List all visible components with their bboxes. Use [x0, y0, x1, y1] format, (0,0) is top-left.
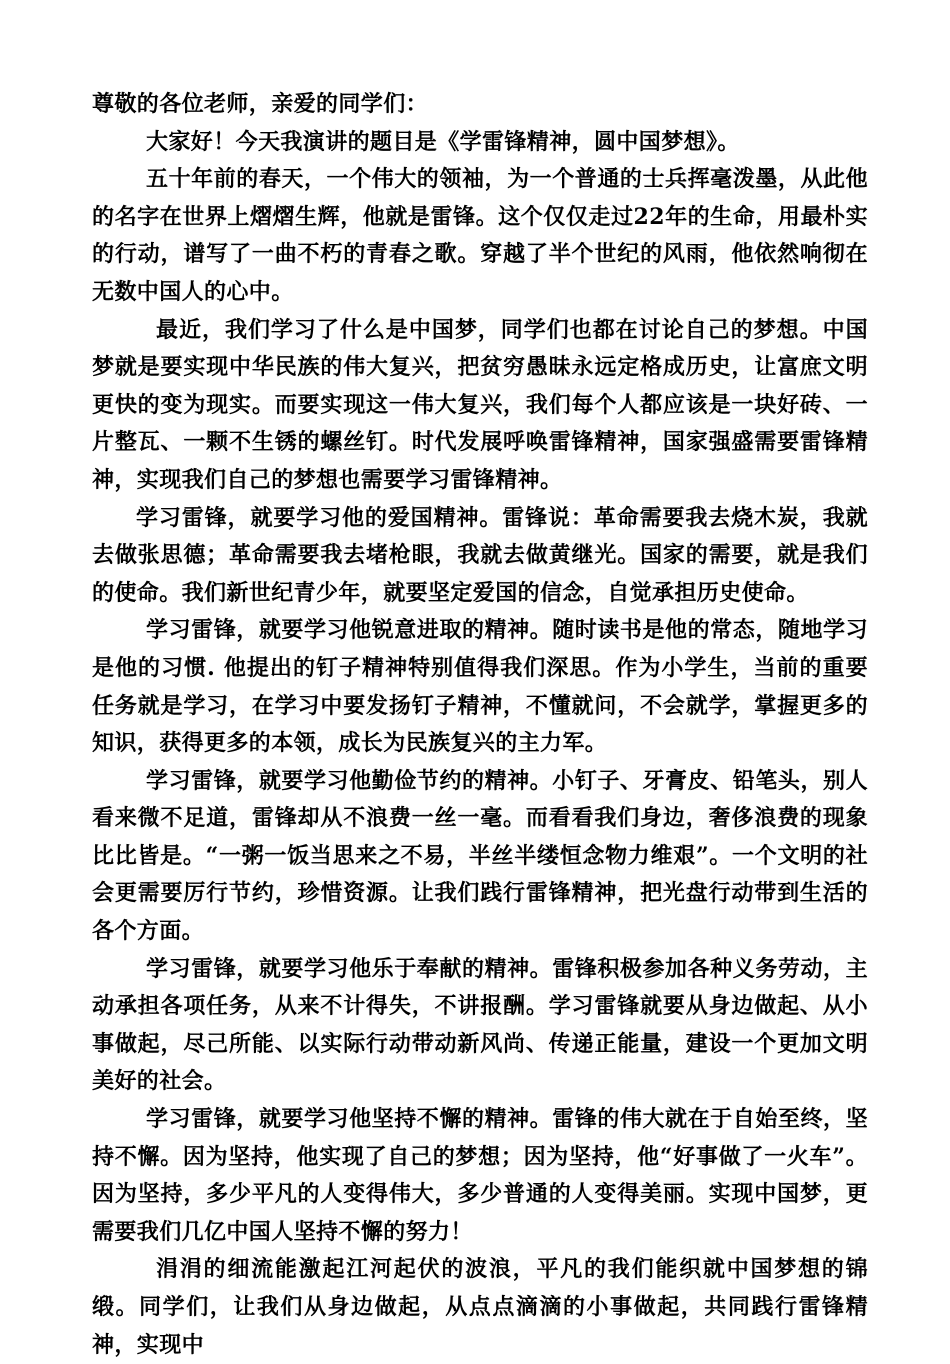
speech-text — [92, 86, 868, 1364]
paragraph-patriotism: 学习雷锋，就要学习他的爱国精神。雷锋说：革命需要我去烧木炭，我就去做张思德；革命需要我去堵枪眼，我就去做黄继光。国家的需要，就是我们的使命。我们新世纪青少年，就要坚定爱国的信念，自觉承担历史使命。 — [92, 504, 868, 606]
paragraph-greeting: 大家好！今天我演讲的题目是《学雷锋精神，圆中国梦想》。 — [146, 128, 740, 155]
paragraph-perseverance: 学习雷锋，就要学习他坚持不懈的精神。雷锋的伟大就在于自始至终，坚持不懈。因为坚持，他实现了自己的梦想；因为坚持，他“好事做了一火车”。因为坚持，多少平凡的人变得伟大，多少普通的人变得美丽。实现中国梦，更需要我们几亿中国人坚持不懈的努力！ — [92, 1106, 868, 1245]
paragraph-conclusion: 涓涓的细流能激起江河起伏的波浪，平凡的我们能织就中国梦想的锦缎。同学们，让我们从身边做起，从点点滴滴的小事做起，共同践行雷锋精神，实现中 — [92, 1256, 868, 1358]
paragraph-thrift: 学习雷锋，就要学习他勤俭节约的精神。小钉子、牙膏皮、铅笔头，别人看来微不足道，雷锋却从不浪费一丝一毫。而看看我们身边，奢侈浪费的现象比比皆是。“一粥一饭当思来之不易，半丝半缕恒念物力维艰”。一个文明的社会更需要厉行节约，珍惜资源。让我们践行雷锋精神，把光盘行动带到生活的各个方面。 — [92, 767, 868, 945]
paragraph-dedication: 学习雷锋，就要学习他乐于奉献的精神。雷锋积极参加各种义务劳动，主动承担各项任务，从来不计得失，不讲报酬。学习雷锋就要从身边做起、从小事做起，尽己所能、以实际行动带动新风尚、传递正能量，建设一个更加文明美好的社会。 — [92, 955, 868, 1095]
paragraph-enterprising: 学习雷锋，就要学习他锐意进取的精神。随时读书是他的常态，随地学习是他的习惯. 他提出的钉子精神特别值得我们深思。作为小学生，当前的重要任务就是学习，在学习中要发扬钉子精神，不懂就问，不会就学，掌握更多的知识，获得更多的本领，成长为民族复兴的主力军。 — [92, 617, 868, 757]
paragraph-lei-feng-intro: 五十年前的春天，一个伟大的领袖，为一个普通的士兵挥毫泼墨，从此他的名字在世界上熠熠生辉，他就是雷锋。这个仅仅走过22年的生命，用最朴实的行动，谱写了一曲不朽的青春之歌。穿越了半个世纪的风雨，他依然响彻在无数中国人的心中。 — [92, 166, 868, 305]
paragraph-china-dream: 最近，我们学习了什么是中国梦，同学们也都在讨论自己的梦想。中国梦就是要实现中华民族的伟大复兴，把贫穷愚昧永远定格成历史，让富庶文明更快的变为现实。而要实现这一伟大复兴，我们每个人都应该是一块好砖、一片整瓦、一颗不生锈的螺丝钉。时代发展呼唤雷锋精神，国家强盛需要雷锋精神，实现我们自己的梦想也需要学习雷锋精神。 — [92, 316, 868, 493]
salutation: 尊敬的各位老师，亲爱的同学们： — [92, 91, 429, 117]
